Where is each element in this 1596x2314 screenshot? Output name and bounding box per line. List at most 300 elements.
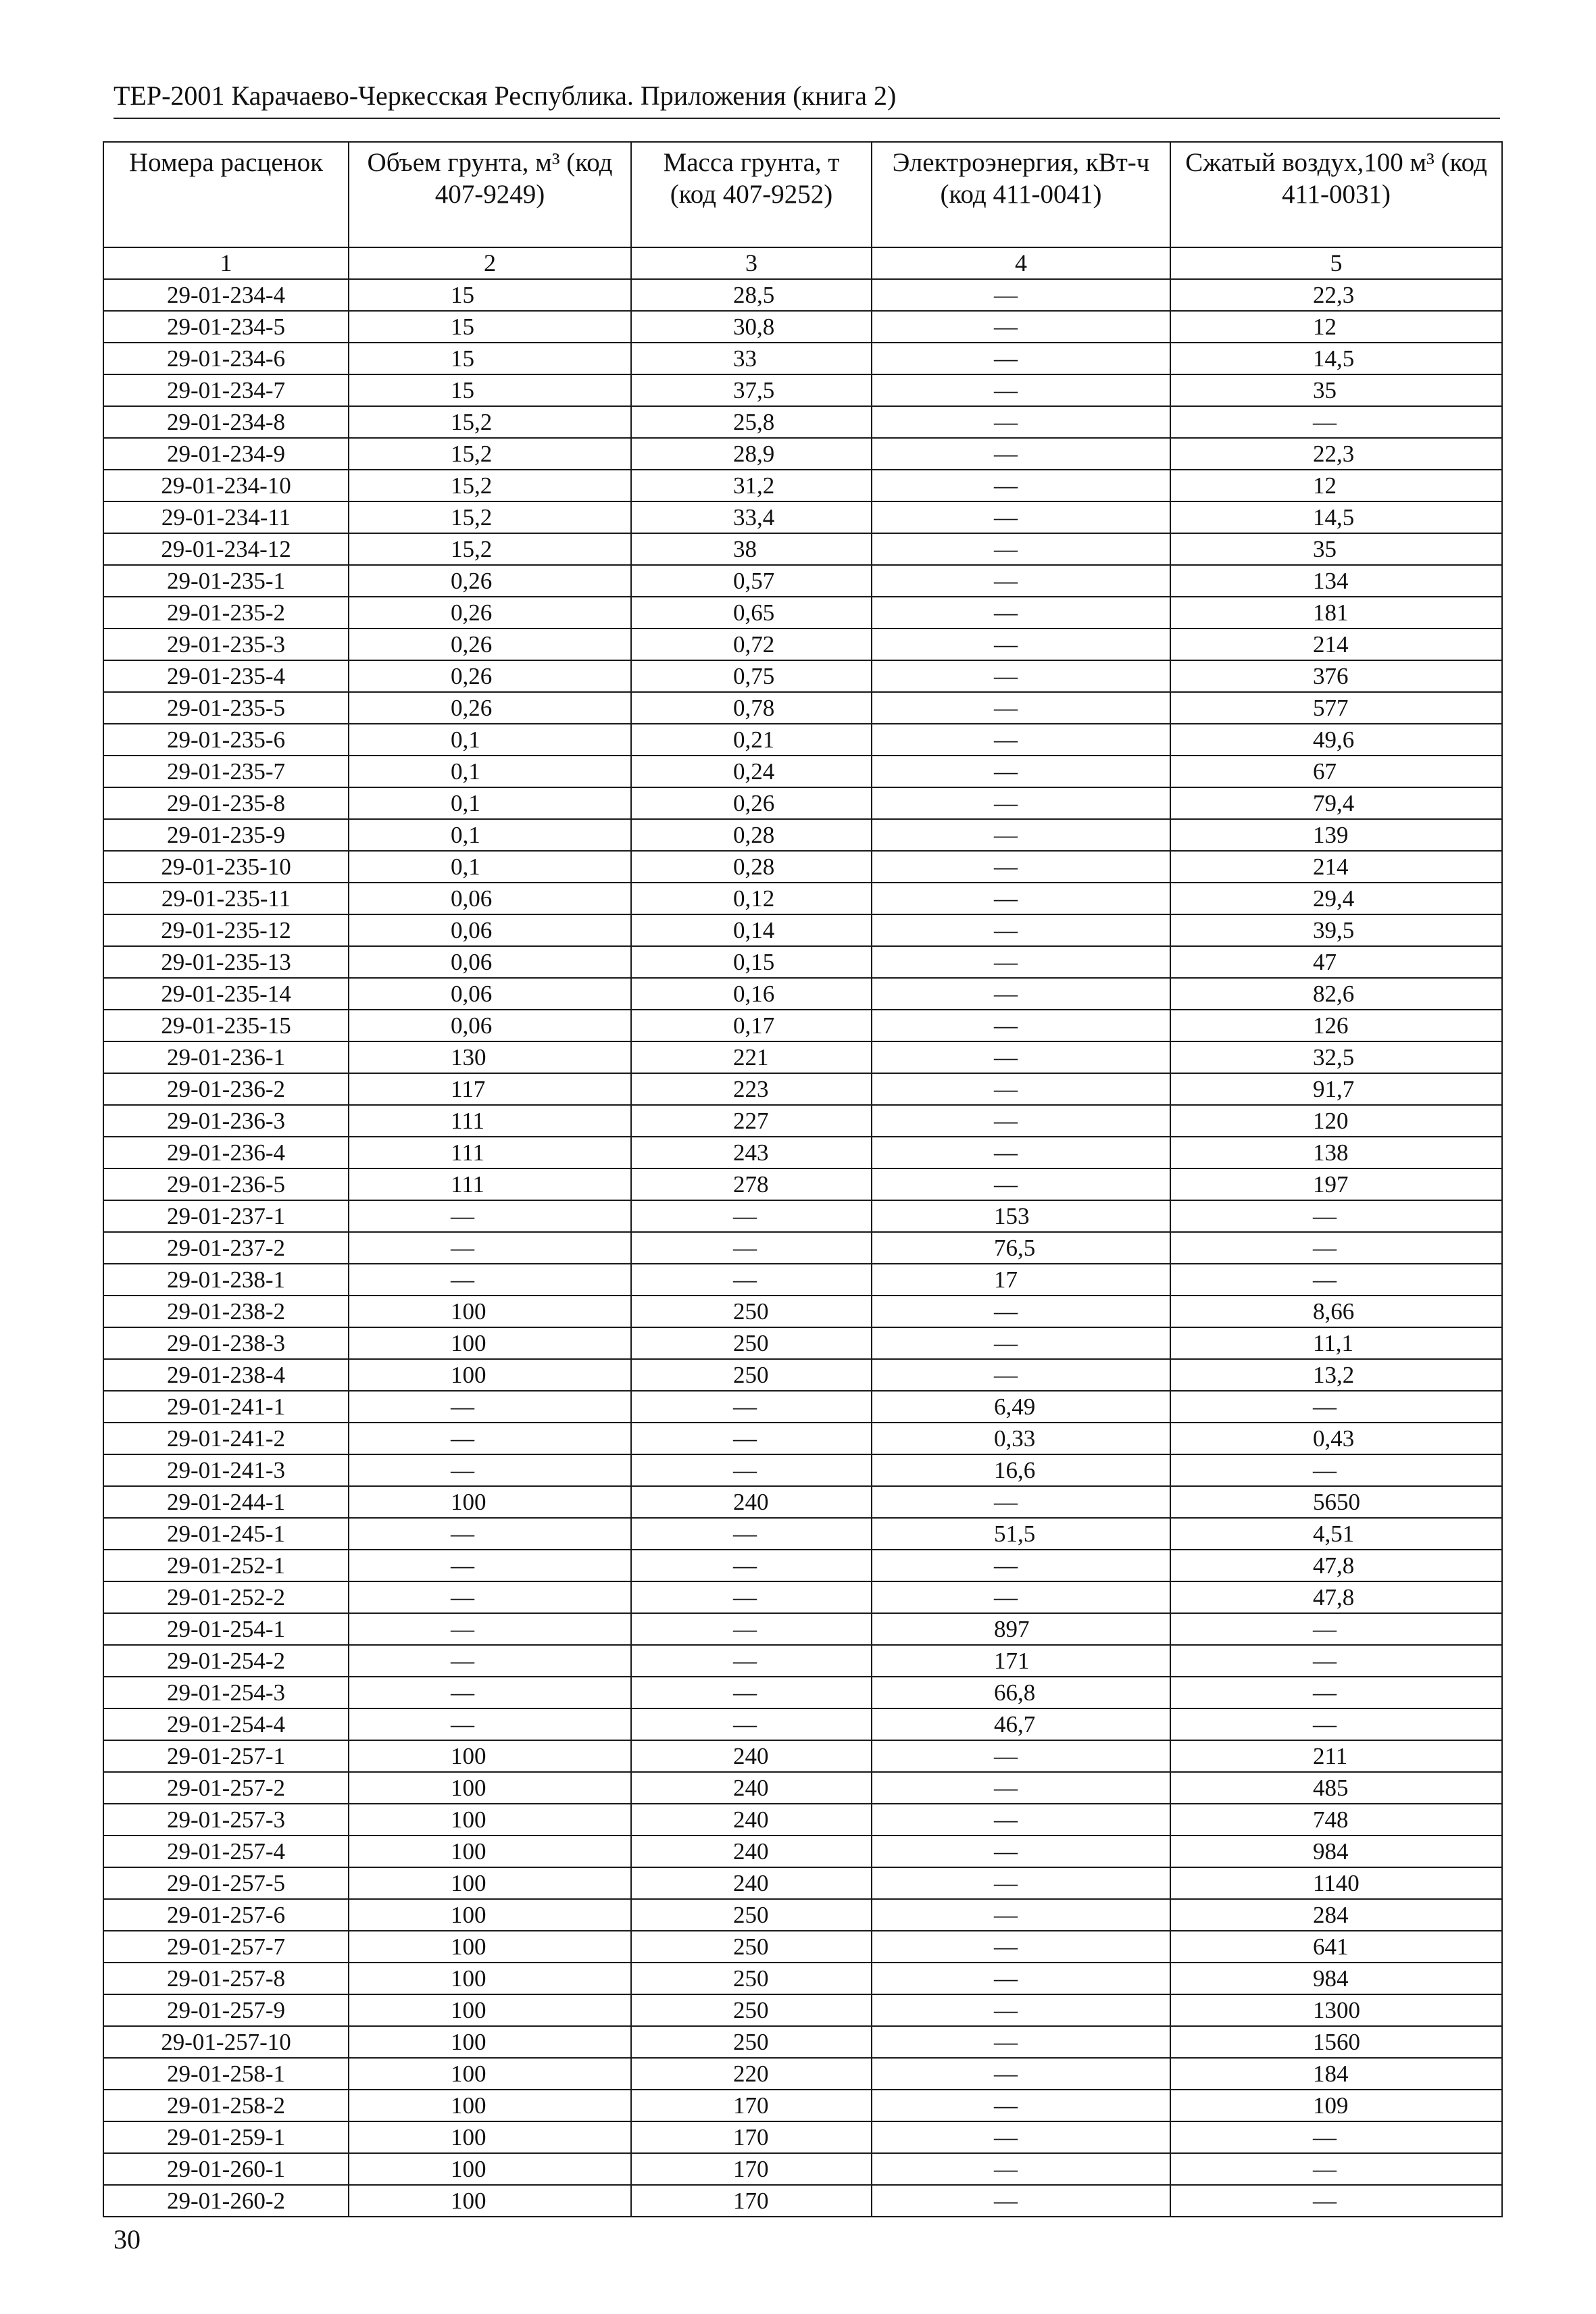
- table-cell: —: [872, 2185, 1170, 2217]
- table-cell: 220: [631, 2058, 872, 2090]
- table-cell: 29-01-258-1: [103, 2058, 349, 2090]
- table-cell: 79,4: [1170, 787, 1502, 819]
- table-cell: —: [1170, 1613, 1502, 1645]
- table-cell: 47: [1170, 946, 1502, 978]
- table-cell: 0,26: [349, 597, 631, 629]
- table-cell: 0,16: [631, 978, 872, 1010]
- table-cell: 577: [1170, 692, 1502, 724]
- table-cell: 0,06: [349, 946, 631, 978]
- table-cell: —: [872, 1994, 1170, 2026]
- table-cell: 29-01-244-1: [103, 1486, 349, 1518]
- table-cell: —: [872, 787, 1170, 819]
- page-number: 30: [114, 2224, 141, 2255]
- table-cell: 15,2: [349, 533, 631, 565]
- table-row: [103, 2090, 1502, 2121]
- table-row: [103, 724, 1502, 756]
- table-cell: 0,1: [349, 756, 631, 787]
- table-cell: 28,5: [631, 279, 872, 311]
- page-header-title: ТЕР-2001 Карачаево-Черкесская Республика. Приложения (книга 2): [114, 80, 1500, 119]
- table-cell: —: [349, 1391, 631, 1423]
- table-cell: 29-01-235-4: [103, 660, 349, 692]
- table-cell: 29-01-235-2: [103, 597, 349, 629]
- table-cell: —: [872, 1105, 1170, 1137]
- table-cell: —: [1170, 2153, 1502, 2185]
- table-row: [103, 1073, 1502, 1105]
- table-cell: 37,5: [631, 374, 872, 406]
- column-header: Объем грунта, м³ (код 407-9249): [349, 142, 631, 247]
- table-cell: 100: [349, 2026, 631, 2058]
- table-cell: 29-01-235-8: [103, 787, 349, 819]
- table-cell: 66,8: [872, 1677, 1170, 1708]
- table-row: [103, 1772, 1502, 1804]
- table-cell: 29-01-234-5: [103, 311, 349, 343]
- table-body: [103, 279, 1502, 2217]
- table-row: [103, 1613, 1502, 1645]
- table-cell: 29-01-260-1: [103, 2153, 349, 2185]
- table-row: [103, 533, 1502, 565]
- table-cell: 29-01-257-9: [103, 1994, 349, 2026]
- column-number: 1: [103, 247, 349, 279]
- table-cell: 250: [631, 1931, 872, 1963]
- table-row: [103, 1010, 1502, 1041]
- table-cell: 29-01-257-8: [103, 1963, 349, 1994]
- table-cell: —: [872, 1041, 1170, 1073]
- table-cell: —: [1170, 1708, 1502, 1740]
- table-cell: —: [872, 1327, 1170, 1359]
- table-cell: 29-01-235-5: [103, 692, 349, 724]
- table-row: [103, 1200, 1502, 1232]
- table-cell: —: [631, 1200, 872, 1232]
- table-cell: 100: [349, 2058, 631, 2090]
- table-row: [103, 1550, 1502, 1581]
- table-cell: 29-01-235-9: [103, 819, 349, 851]
- table-cell: —: [872, 343, 1170, 374]
- table-cell: 29-01-234-9: [103, 438, 349, 470]
- table-cell: —: [631, 1518, 872, 1550]
- table-cell: 250: [631, 1899, 872, 1931]
- table-cell: 29-01-257-1: [103, 1740, 349, 1772]
- table-cell: 641: [1170, 1931, 1502, 1963]
- table-cell: 29-01-257-10: [103, 2026, 349, 2058]
- table-cell: 1140: [1170, 1867, 1502, 1899]
- table-cell: 111: [349, 1168, 631, 1200]
- table-cell: 29-01-257-3: [103, 1804, 349, 1836]
- table-cell: —: [872, 629, 1170, 660]
- table-row: [103, 2185, 1502, 2217]
- table-cell: —: [872, 978, 1170, 1010]
- table-cell: —: [349, 1518, 631, 1550]
- table-cell: 29-01-259-1: [103, 2121, 349, 2153]
- table-cell: —: [349, 1454, 631, 1486]
- table-row: [103, 978, 1502, 1010]
- table-cell: 111: [349, 1137, 631, 1168]
- table-cell: —: [349, 1645, 631, 1677]
- table-cell: 29-01-237-2: [103, 1232, 349, 1264]
- table-cell: 240: [631, 1836, 872, 1867]
- table-cell: 29-01-236-3: [103, 1105, 349, 1137]
- table-cell: 100: [349, 1994, 631, 2026]
- table-cell: —: [872, 2090, 1170, 2121]
- column-header: Сжатый воздух,100 м³ (код 411-0031): [1170, 142, 1502, 247]
- table-cell: 0,65: [631, 597, 872, 629]
- table-cell: 29-01-252-1: [103, 1550, 349, 1581]
- table-cell: —: [349, 1677, 631, 1708]
- table-cell: —: [1170, 1200, 1502, 1232]
- table-cell: —: [872, 2121, 1170, 2153]
- table-row: [103, 1708, 1502, 1740]
- table-row: [103, 279, 1502, 311]
- table-cell: 0,06: [349, 1010, 631, 1041]
- table-cell: 29-01-236-2: [103, 1073, 349, 1105]
- table-cell: 0,72: [631, 629, 872, 660]
- table-cell: 29-01-235-10: [103, 851, 349, 883]
- table-cell: 0,15: [631, 946, 872, 978]
- table-cell: 29-01-234-8: [103, 406, 349, 438]
- table-row: [103, 1232, 1502, 1264]
- table-cell: 29-01-234-4: [103, 279, 349, 311]
- table-cell: 67: [1170, 756, 1502, 787]
- table-row: [103, 470, 1502, 501]
- table-cell: 29-01-234-6: [103, 343, 349, 374]
- table-cell: 47,8: [1170, 1581, 1502, 1613]
- table-cell: —: [1170, 1264, 1502, 1296]
- table-cell: 46,7: [872, 1708, 1170, 1740]
- table-cell: 29-01-234-7: [103, 374, 349, 406]
- table-row: [103, 1931, 1502, 1963]
- table-cell: 29-01-234-10: [103, 470, 349, 501]
- table-row: [103, 1740, 1502, 1772]
- table-cell: —: [872, 1486, 1170, 1518]
- column-header: Масса грунта, т (код 407-9252): [631, 142, 872, 247]
- table-cell: 29-01-257-7: [103, 1931, 349, 1963]
- table-cell: 29-01-257-4: [103, 1836, 349, 1867]
- table-cell: 0,1: [349, 724, 631, 756]
- table-cell: —: [872, 279, 1170, 311]
- table-cell: —: [349, 1423, 631, 1454]
- table-cell: 100: [349, 1327, 631, 1359]
- table-cell: —: [872, 311, 1170, 343]
- column-number: 2: [349, 247, 631, 279]
- table-cell: 5650: [1170, 1486, 1502, 1518]
- table-cell: 111: [349, 1105, 631, 1137]
- table-cell: 138: [1170, 1137, 1502, 1168]
- table-cell: 29-01-236-5: [103, 1168, 349, 1200]
- table-row: [103, 914, 1502, 946]
- table-cell: 126: [1170, 1010, 1502, 1041]
- table-cell: —: [872, 406, 1170, 438]
- table-cell: 485: [1170, 1772, 1502, 1804]
- table-cell: 29-01-235-15: [103, 1010, 349, 1041]
- table-cell: —: [872, 2153, 1170, 2185]
- table-cell: 223: [631, 1073, 872, 1105]
- table-cell: —: [631, 1232, 872, 1264]
- table-cell: —: [872, 1931, 1170, 1963]
- table-cell: 100: [349, 2090, 631, 2121]
- table-cell: 29-01-235-11: [103, 883, 349, 914]
- table-cell: —: [872, 1772, 1170, 1804]
- column-header: Номера расценок: [103, 142, 349, 247]
- table-cell: 29-01-238-1: [103, 1264, 349, 1296]
- column-number: 4: [872, 247, 1170, 279]
- table-cell: 240: [631, 1867, 872, 1899]
- table-cell: 29-01-254-2: [103, 1645, 349, 1677]
- column-number: 3: [631, 247, 872, 279]
- table-cell: 0,26: [349, 565, 631, 597]
- table-cell: 35: [1170, 374, 1502, 406]
- table-cell: 0,57: [631, 565, 872, 597]
- table-cell: —: [349, 1581, 631, 1613]
- table-cell: —: [872, 660, 1170, 692]
- table-cell: 0,43: [1170, 1423, 1502, 1454]
- table-cell: 0,17: [631, 1010, 872, 1041]
- table-cell: 171: [872, 1645, 1170, 1677]
- table-row: [103, 1137, 1502, 1168]
- table-row: [103, 565, 1502, 597]
- table-cell: —: [872, 756, 1170, 787]
- table-cell: 0,78: [631, 692, 872, 724]
- table-row: [103, 343, 1502, 374]
- table-cell: —: [872, 533, 1170, 565]
- table-cell: 6,49: [872, 1391, 1170, 1423]
- table-cell: —: [1170, 1391, 1502, 1423]
- table-row: [103, 1041, 1502, 1073]
- table-row: [103, 1486, 1502, 1518]
- table-cell: —: [631, 1581, 872, 1613]
- table-cell: 0,26: [349, 629, 631, 660]
- table-cell: —: [349, 1613, 631, 1645]
- table-cell: 51,5: [872, 1518, 1170, 1550]
- table-cell: —: [872, 438, 1170, 470]
- table-cell: 0,06: [349, 978, 631, 1010]
- table-cell: —: [872, 1836, 1170, 1867]
- table-cell: 0,28: [631, 819, 872, 851]
- table-cell: 0,14: [631, 914, 872, 946]
- table-cell: 240: [631, 1740, 872, 1772]
- table-cell: 100: [349, 1359, 631, 1391]
- table-cell: 33,4: [631, 501, 872, 533]
- table-cell: —: [872, 946, 1170, 978]
- table-cell: —: [631, 1264, 872, 1296]
- table-cell: 15,2: [349, 470, 631, 501]
- table-cell: 29-01-236-4: [103, 1137, 349, 1168]
- table-cell: 214: [1170, 629, 1502, 660]
- table-cell: —: [872, 2058, 1170, 2090]
- table-cell: —: [1170, 2121, 1502, 2153]
- table-cell: 15,2: [349, 438, 631, 470]
- table-cell: 100: [349, 1963, 631, 1994]
- table-cell: 109: [1170, 2090, 1502, 2121]
- table-row: [103, 438, 1502, 470]
- table-cell: 250: [631, 1359, 872, 1391]
- table-row: [103, 1963, 1502, 1994]
- table-cell: —: [631, 1645, 872, 1677]
- table-cell: 29-01-235-6: [103, 724, 349, 756]
- table-cell: 29-01-241-3: [103, 1454, 349, 1486]
- table-cell: 120: [1170, 1105, 1502, 1137]
- table-cell: 15,2: [349, 406, 631, 438]
- table-cell: 25,8: [631, 406, 872, 438]
- table-cell: —: [631, 1423, 872, 1454]
- table-cell: 0,24: [631, 756, 872, 787]
- table-row: [103, 629, 1502, 660]
- table-cell: 4,51: [1170, 1518, 1502, 1550]
- table-cell: —: [872, 883, 1170, 914]
- table-cell: 0,06: [349, 914, 631, 946]
- table-cell: 0,06: [349, 883, 631, 914]
- table-cell: 376: [1170, 660, 1502, 692]
- table-cell: —: [872, 1740, 1170, 1772]
- table-row: [103, 1296, 1502, 1327]
- table-row: [103, 1391, 1502, 1423]
- table-cell: 100: [349, 2153, 631, 2185]
- table-cell: 35: [1170, 533, 1502, 565]
- table-cell: 0,75: [631, 660, 872, 692]
- table-cell: 29-01-234-11: [103, 501, 349, 533]
- table-cell: —: [349, 1708, 631, 1740]
- table-row: [103, 1645, 1502, 1677]
- table-cell: —: [872, 470, 1170, 501]
- table-cell: 100: [349, 2185, 631, 2217]
- table-cell: 284: [1170, 1899, 1502, 1931]
- table-cell: 29-01-258-2: [103, 2090, 349, 2121]
- table-cell: —: [631, 1677, 872, 1708]
- table-row: [103, 1899, 1502, 1931]
- table-row: [103, 2026, 1502, 2058]
- table-cell: —: [872, 501, 1170, 533]
- table-cell: 153: [872, 1200, 1170, 1232]
- table-cell: —: [872, 1804, 1170, 1836]
- table-cell: 39,5: [1170, 914, 1502, 946]
- table-cell: 278: [631, 1168, 872, 1200]
- table-cell: 15: [349, 374, 631, 406]
- table-cell: —: [872, 1168, 1170, 1200]
- column-header: Электроэнергия, кВт-ч (код 411-0041): [872, 142, 1170, 247]
- table-cell: 29-01-238-3: [103, 1327, 349, 1359]
- table-cell: 15: [349, 279, 631, 311]
- table-cell: —: [872, 692, 1170, 724]
- table-cell: 0,33: [872, 1423, 1170, 1454]
- table-cell: 134: [1170, 565, 1502, 597]
- table-cell: 984: [1170, 1963, 1502, 1994]
- table-row: [103, 374, 1502, 406]
- table-cell: 243: [631, 1137, 872, 1168]
- table-cell: 14,5: [1170, 343, 1502, 374]
- table-cell: 130: [349, 1041, 631, 1073]
- table-cell: 76,5: [872, 1232, 1170, 1264]
- table-row: [103, 311, 1502, 343]
- table-cell: 100: [349, 1899, 631, 1931]
- table-row: [103, 2153, 1502, 2185]
- table-cell: 22,3: [1170, 279, 1502, 311]
- table-cell: 100: [349, 1867, 631, 1899]
- column-number-row: [103, 247, 1502, 279]
- table-cell: 227: [631, 1105, 872, 1137]
- table-cell: 17: [872, 1264, 1170, 1296]
- table-row: [103, 501, 1502, 533]
- header-row: [103, 142, 1502, 247]
- table-cell: 0,1: [349, 851, 631, 883]
- table-row: [103, 946, 1502, 978]
- table-cell: 12: [1170, 470, 1502, 501]
- table-cell: 100: [349, 1804, 631, 1836]
- table-cell: 29-01-235-3: [103, 629, 349, 660]
- table-cell: 184: [1170, 2058, 1502, 2090]
- table-row: [103, 692, 1502, 724]
- column-number: 5: [1170, 247, 1502, 279]
- table-cell: 0,1: [349, 787, 631, 819]
- table-cell: 15: [349, 311, 631, 343]
- table-row: [103, 1359, 1502, 1391]
- table-cell: —: [349, 1232, 631, 1264]
- table-cell: 214: [1170, 851, 1502, 883]
- table-cell: 29-01-254-4: [103, 1708, 349, 1740]
- table-cell: 29-01-241-1: [103, 1391, 349, 1423]
- table-cell: 29,4: [1170, 883, 1502, 914]
- table-cell: 100: [349, 1772, 631, 1804]
- table-cell: 29-01-238-4: [103, 1359, 349, 1391]
- table-cell: 250: [631, 2026, 872, 2058]
- table-cell: 181: [1170, 597, 1502, 629]
- table-cell: 221: [631, 1041, 872, 1073]
- table-cell: 47,8: [1170, 1550, 1502, 1581]
- table-cell: 14,5: [1170, 501, 1502, 533]
- table-cell: 22,3: [1170, 438, 1502, 470]
- table-cell: —: [872, 1867, 1170, 1899]
- table-row: [103, 1994, 1502, 2026]
- table-header: [103, 142, 1502, 279]
- table-cell: 139: [1170, 819, 1502, 851]
- table-cell: —: [872, 1010, 1170, 1041]
- table-cell: 8,66: [1170, 1296, 1502, 1327]
- table-cell: 15,2: [349, 501, 631, 533]
- table-cell: —: [872, 1899, 1170, 1931]
- table-row: [103, 597, 1502, 629]
- table-cell: 16,6: [872, 1454, 1170, 1486]
- table-cell: —: [1170, 1677, 1502, 1708]
- table-cell: 31,2: [631, 470, 872, 501]
- table-cell: 29-01-254-3: [103, 1677, 349, 1708]
- table-row: [103, 787, 1502, 819]
- table-row: [103, 1581, 1502, 1613]
- table-row: [103, 1677, 1502, 1708]
- table-cell: 100: [349, 1740, 631, 1772]
- table-cell: 29-01-235-1: [103, 565, 349, 597]
- table-cell: 13,2: [1170, 1359, 1502, 1391]
- table-cell: 29-01-260-2: [103, 2185, 349, 2217]
- table-row: [103, 819, 1502, 851]
- table-row: [103, 1836, 1502, 1867]
- table-cell: 240: [631, 1804, 872, 1836]
- table-cell: 250: [631, 1994, 872, 2026]
- table-cell: —: [872, 1359, 1170, 1391]
- table-cell: 29-01-235-13: [103, 946, 349, 978]
- table-cell: 29-01-241-2: [103, 1423, 349, 1454]
- table-cell: 117: [349, 1073, 631, 1105]
- table-cell: 33: [631, 343, 872, 374]
- table-cell: 49,6: [1170, 724, 1502, 756]
- table-cell: 240: [631, 1486, 872, 1518]
- table-cell: —: [349, 1200, 631, 1232]
- table-cell: 29-01-235-7: [103, 756, 349, 787]
- table-cell: —: [631, 1454, 872, 1486]
- table-cell: 250: [631, 1327, 872, 1359]
- table-row: [103, 1168, 1502, 1200]
- table-cell: —: [631, 1613, 872, 1645]
- table-cell: 250: [631, 1296, 872, 1327]
- table-cell: 11,1: [1170, 1327, 1502, 1359]
- table-cell: 38: [631, 533, 872, 565]
- table-cell: 1300: [1170, 1994, 1502, 2026]
